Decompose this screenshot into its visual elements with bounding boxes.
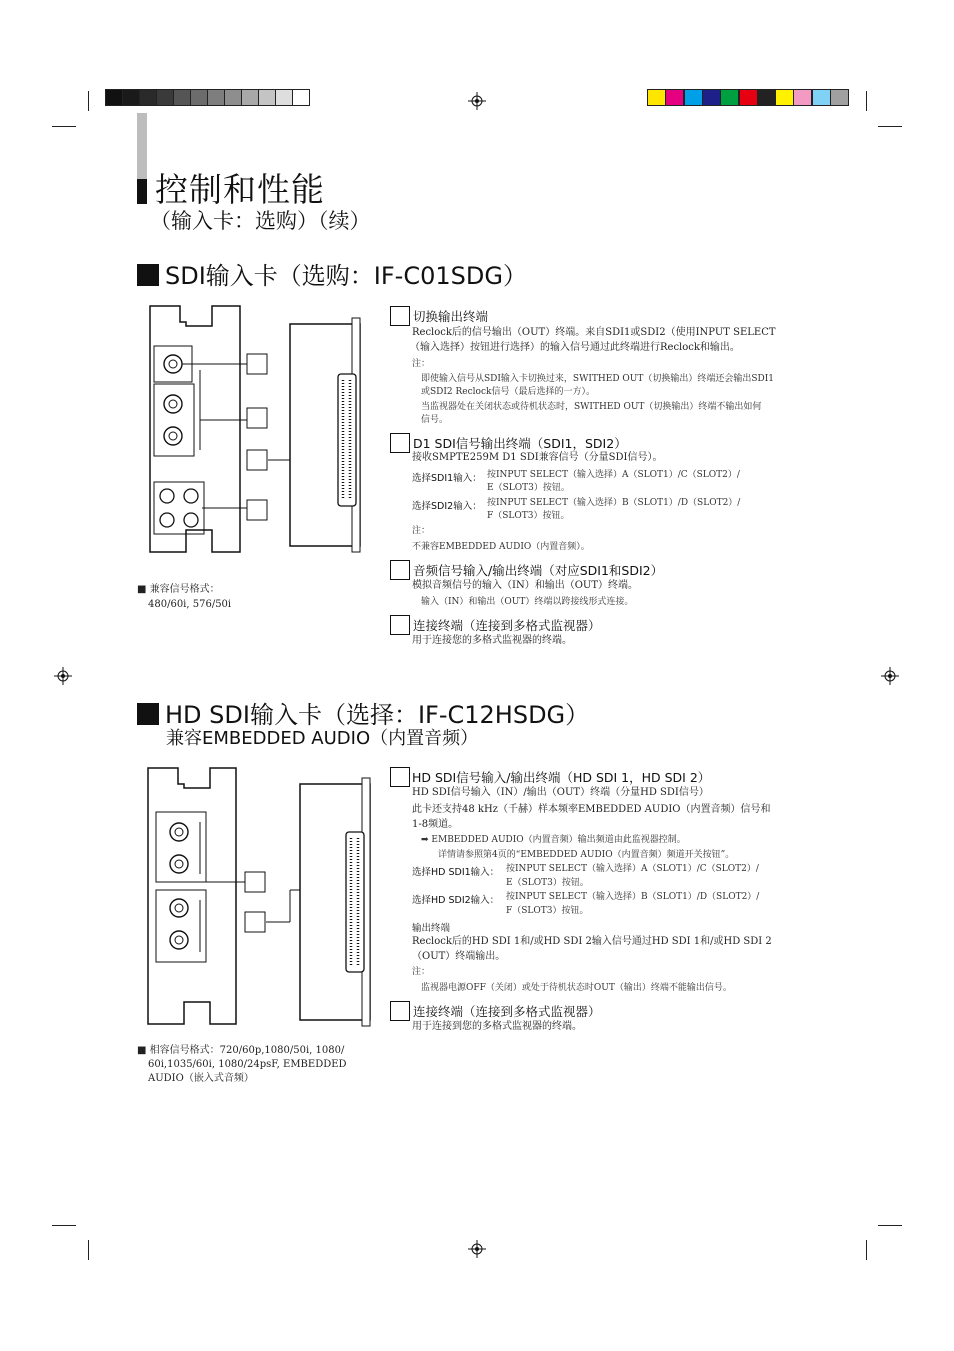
hd-caption-line3: AUDIO（嵌入式音频）	[148, 1073, 254, 1084]
crop-mark	[866, 1240, 867, 1260]
hd-item1-select2-label: 选择HD SDI2输入：	[412, 895, 500, 906]
sdi-item1-heading: 切换输出终端	[413, 309, 489, 324]
hd-item1-ref1: ➡ EMBEDDED AUDIO（内置音频）输出频道由此监视器控制。	[421, 835, 686, 845]
color-swatch	[647, 89, 666, 106]
sdi-item1-line1: Reclock后的信号输出（OUT）终端。来自SDI1或SDI2（使用INPUT SELECT	[412, 327, 776, 338]
hd-item1-heading: HD SDI信号输入/输出终端（HD SDI 1，HD SDI 2）	[412, 770, 711, 785]
crop-mark	[88, 1240, 89, 1260]
sdi-item1-note4: 信号。	[421, 415, 449, 425]
color-swatch	[830, 89, 849, 106]
color-swatch	[720, 89, 739, 106]
gray-swatch	[139, 89, 157, 106]
hd-item1-select2-b: F（SLOT3）按钮。	[506, 906, 589, 916]
hd-item1-note1: 监视器电源OFF（关闭）或处于待机状态时OUT（输出）终端不能输出信号。	[421, 983, 732, 993]
hd-item1-line1: HD SDI信号输入（IN）/输出（OUT）终端（分量HD SDI信号）	[412, 787, 709, 798]
sdi-item2-select1-a: 按INPUT SELECT（输入选择）A（SLOT1）/C（SLOT2）/	[487, 470, 740, 480]
sdi-item1-note2: 或SDI2 Reclock信号（最后选择的一方）。	[421, 387, 595, 397]
section-square-icon	[137, 264, 159, 286]
hd-section-title-text: HD SDI输入卡（选择：IF-C12HSDG）	[165, 701, 590, 729]
color-swatch	[702, 89, 721, 106]
gray-swatch	[292, 89, 310, 106]
sdi-item1-line2: （输入选择）按钮进行选择）的输入信号通过此终端进行Reclock和输出。	[410, 342, 740, 353]
sdi-section-title	[137, 256, 527, 291]
hd-item1-output1: Reclock后的HD SDI 1和/或HD SDI 2输入信号通过HD SDI 1和/或HD SDI 2	[412, 936, 772, 947]
registration-target-icon	[54, 667, 72, 685]
hd-section-subtitle: 兼容EMBEDDED AUDIO（内置音频）	[166, 728, 479, 749]
crop-mark	[52, 1225, 76, 1226]
sdi-item3-heading: 音频信号输入/输出终端（对应SDI1和SDI2）	[413, 563, 664, 578]
color-swatch	[739, 89, 758, 106]
gray-swatch	[275, 89, 293, 106]
sdi-item3-note1: 输入（IN）和输出（OUT）终端以跨接线形式连接。	[421, 597, 634, 607]
gray-swatch	[224, 89, 242, 106]
caption-square-icon: ■	[137, 1045, 150, 1056]
sdi-item2-line1: 接收SMPTE259M D1 SDI兼容信号（分量SDI信号）。	[412, 452, 663, 463]
title-black-bar	[137, 179, 147, 204]
sdi-item1-note1: 即使输入信号从SDI输入卡切换过来，SWITHED OUT（切换输出）终端还会输出SDI1	[421, 374, 775, 384]
hd-item2-heading: 连接终端（连接到多格式监视器）	[413, 1004, 601, 1019]
registration-target-icon	[881, 667, 899, 685]
page-title: 控制和性能	[155, 170, 325, 209]
sdi-item2-select2-b: F（SLOT3）按钮。	[487, 511, 570, 521]
sdi-item2-heading: D1 SDI信号输出终端（SDI1，SDI2）	[413, 436, 627, 451]
crop-mark	[866, 91, 867, 111]
crop-mark	[52, 126, 76, 127]
hd-item1-ref2: 详情请参照第4页的“EMBEDDED AUDIO（内置音频）频道开关按钮”。	[438, 850, 735, 860]
gray-swatch	[122, 89, 140, 106]
callout-box	[390, 767, 410, 787]
arrow-right-icon: ➡	[421, 835, 432, 845]
sdi-caption-line2: 480/60i, 576/50i	[148, 599, 232, 610]
hd-item1-select1-b: E（SLOT3）按钮。	[506, 878, 589, 888]
sdi-card-diagram	[140, 300, 380, 560]
sdi-item4-line1: 用于连接您的多格式监视器的终端。	[412, 635, 572, 646]
caption-square-icon: ■	[137, 584, 150, 595]
sdi-item4-heading: 连接终端（连接到多格式监视器）	[413, 618, 601, 633]
title-gray-bar	[137, 113, 147, 179]
color-swatch	[684, 89, 703, 106]
callout-box	[390, 615, 410, 635]
sdi-item3-line1: 模拟音频信号的输入（IN）和输出（OUT）终端。	[412, 580, 638, 591]
sdi-item2-select2-a: 按INPUT SELECT（输入选择）B（SLOT1）/D（SLOT2）/	[487, 498, 741, 508]
registration-target-icon	[468, 1240, 486, 1258]
callout-box	[390, 306, 410, 326]
callout-box	[390, 1001, 410, 1021]
hd-sdi-card-diagram	[140, 762, 380, 1032]
crop-mark	[878, 126, 902, 127]
sdi-section-title-text: SDI输入卡（选购：IF-C01SDG）	[165, 262, 527, 290]
section-square-icon	[137, 703, 159, 725]
hd-item1-output-label: 输出终端	[412, 923, 451, 934]
color-swatch	[757, 89, 776, 106]
crop-mark	[878, 1225, 902, 1226]
gray-swatch	[173, 89, 191, 106]
page-subtitle: （输入卡：选购）（续）	[150, 209, 371, 233]
sdi-item1-note-label: 注：	[412, 359, 431, 369]
callout-box	[390, 433, 410, 453]
registration-target-icon	[468, 92, 486, 110]
hd-item1-select2-a: 按INPUT SELECT（输入选择）B（SLOT1）/D（SLOT2）/	[506, 892, 760, 902]
hd-item2-line1: 用于连接到您的多格式监视器的终端。	[412, 1021, 582, 1032]
gray-swatch	[258, 89, 276, 106]
gray-swatch	[156, 89, 174, 106]
gray-swatch	[207, 89, 225, 106]
hd-item1-select1-label: 选择HD SDI1输入：	[412, 867, 500, 878]
hd-item1-output2: （OUT）终端输出。	[412, 951, 506, 962]
sdi-item1-note3: 当监视器处在关闭状态或待机状态时，SWITHED OUT（切换输出）终端不输出如何	[421, 402, 762, 412]
color-swatch	[665, 89, 684, 106]
sdi-item2-select1-label: 选择SDI1输入：	[412, 473, 482, 484]
crop-mark	[88, 91, 89, 111]
hd-item1-note-label: 注：	[412, 967, 431, 977]
gray-swatch	[190, 89, 208, 106]
color-swatch	[775, 89, 794, 106]
sdi-item2-select2-label: 选择SDI2输入：	[412, 501, 482, 512]
gray-swatch	[241, 89, 259, 106]
hd-caption-line1: ■ 相容信号格式：720/60p,1080/50i, 1080/	[137, 1045, 345, 1056]
hd-item1-select1-a: 按INPUT SELECT（输入选择）A（SLOT1）/C（SLOT2）/	[506, 864, 759, 874]
color-swatch	[812, 89, 831, 106]
gray-swatch	[105, 89, 123, 106]
sdi-item2-note1: 不兼容EMBEDDED AUDIO（内置音频）。	[412, 542, 590, 552]
hd-caption-line2: 60i,1035/60i, 1080/24psF, EMBEDDED	[148, 1059, 347, 1070]
color-swatch	[793, 89, 812, 106]
hd-item1-line3: 1-8频道。	[412, 819, 459, 830]
sdi-item2-select1-b: E（SLOT3）按钮。	[487, 483, 570, 493]
sdi-caption-line1: ■ 兼容信号格式：	[137, 584, 220, 595]
sdi-item2-note-label: 注：	[412, 526, 431, 536]
hd-item1-line2: 此卡还支持48 kHz（千赫）样本频率EMBEDDED AUDIO（内置音频）信号和	[412, 804, 771, 815]
callout-box	[390, 560, 410, 580]
